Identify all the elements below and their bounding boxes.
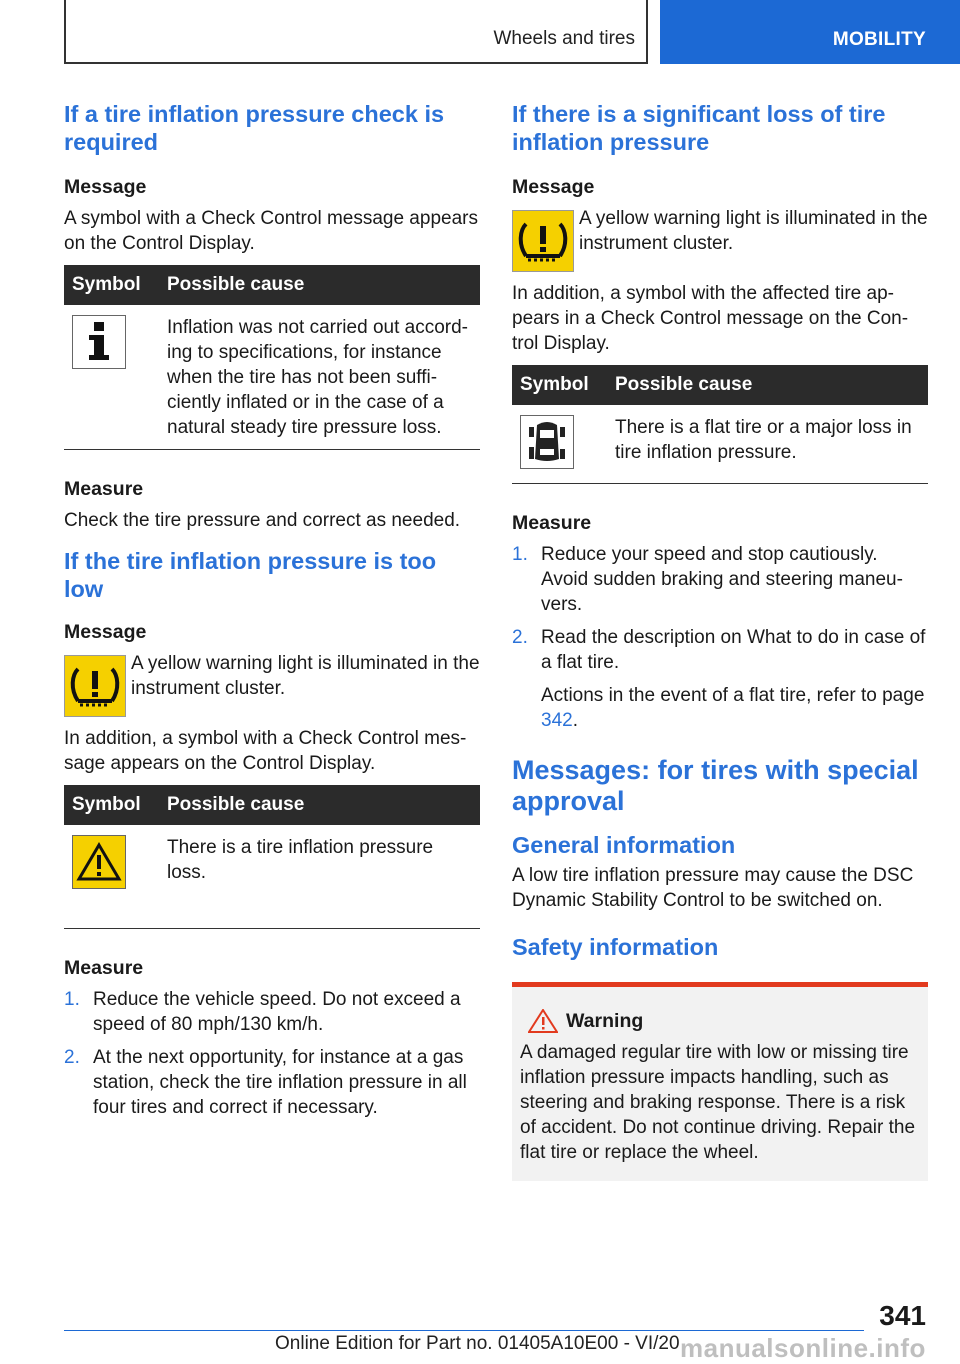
message-label: Message [512,176,595,198]
list-item: 1. Reduce the vehicle speed. Do not exceed a speed of 80 mph/130 km/h. [64,989,461,1035]
table-header-cause: Possible cause [159,265,480,305]
heading-pressure-check: If a tire inflation pressure check is required [64,101,445,155]
possible-cause: Inflation was not carried out according to specifications, for instance when the tire has not been sufficiently inflated or in the case of a natural steady tire pressure loss. [159,305,480,450]
car-flat-tire-icon [520,415,574,469]
measure-steps [512,542,928,733]
right-column [512,100,928,1181]
table-header-symbol: Symbol [64,785,159,825]
list-item: 2. Read the description on What to do in case of a flat tire. Actions in the event of a flat tire, refer to page 342. [512,625,928,733]
measure-label: Measure [512,512,592,534]
chapter-tab-label: MOBILITY [832,29,926,50]
lamp-text: A yellow warning light is illuminated in the instrument cluster. [579,208,928,254]
addition-text: In addition, a symbol with the affected tire appears in a Check Control message on the Control Display. [512,283,909,354]
section-title: Wheels and tires [493,28,635,49]
heading-pressure-low: If the tire inflation pressure is too low [64,548,437,602]
warning-text: A damaged regular tire with low or missing tire inflation pressure impacts handling, such as steering and braking response. There is a risk of accident. Do not continue driving. Repair the flat tire or replace the wheel. [520,1042,916,1163]
message-text: A symbol with a Check Control message appears on the Control Display. [64,208,478,254]
tire-pressure-warning-icon [64,655,126,717]
edition-text: Online Edition for Part no. 01405A10E00 - VI/20 [275,1333,680,1354]
lamp-text: A yellow warning light is illuminated in the instrument cluster. [131,653,480,699]
info-icon [72,315,126,369]
heading-general-information: General information [512,832,736,858]
cross-reference: Actions in the event of a flat tire, refer to page 342. [541,685,925,731]
table-header-cause: Possible cause [607,365,928,405]
footer-divider [64,1330,864,1331]
message-label: Message [64,621,147,643]
tire-pressure-warning-icon [512,210,574,272]
table-header-cause: Possible cause [159,785,480,825]
warning-title: Warning [566,1009,644,1032]
warning-box [512,982,928,1181]
watermark: manualsonline.info [680,1333,926,1363]
table-row [512,405,928,484]
warning-triangle-icon [72,835,126,889]
warning-icon [528,1009,558,1033]
symbol-table [512,365,928,484]
possible-cause: There is a tire inflation pressure loss. [159,825,480,929]
addition-text: In addition, a symbol with a Check Control message appears on the Control Display. [64,728,467,774]
table-row [64,305,480,450]
measure-label: Measure [64,478,144,500]
symbol-table [64,785,480,929]
measure-text: Check the tire pressure and correct as needed. [64,510,461,531]
heading-special-approval: Messages: for tires with special approval [512,755,919,816]
symbol-table [64,265,480,450]
page-link[interactable]: 342 [541,710,573,731]
page-number: 341 [879,1300,926,1331]
chapter-tab[interactable] [660,0,960,64]
list-item: 2. At the next opportunity, for instance at a gas station, check the tire inflation pressure in all four tires and correct if necessary. [64,1047,467,1118]
table-header-symbol: Symbol [512,365,607,405]
left-column [64,100,480,1120]
heading-significant-loss: If there is a significant loss of tire inflation pressure [512,101,886,155]
list-item: 1. Reduce your speed and stop cautiously. Avoid sudden braking and steering maneuvers. [512,544,903,615]
measure-label: Measure [64,957,144,979]
message-label: Message [64,176,147,198]
table-header-symbol: Symbol [64,265,159,305]
general-text: A low tire inflation pressure may cause the DSC Dynamic Stability Control to be switched on. [512,865,914,911]
possible-cause: There is a flat tire or a major loss in tire inflation pressure. [607,405,928,484]
heading-safety-information: Safety information [512,934,719,960]
measure-steps [64,987,480,1120]
table-row [64,825,480,929]
